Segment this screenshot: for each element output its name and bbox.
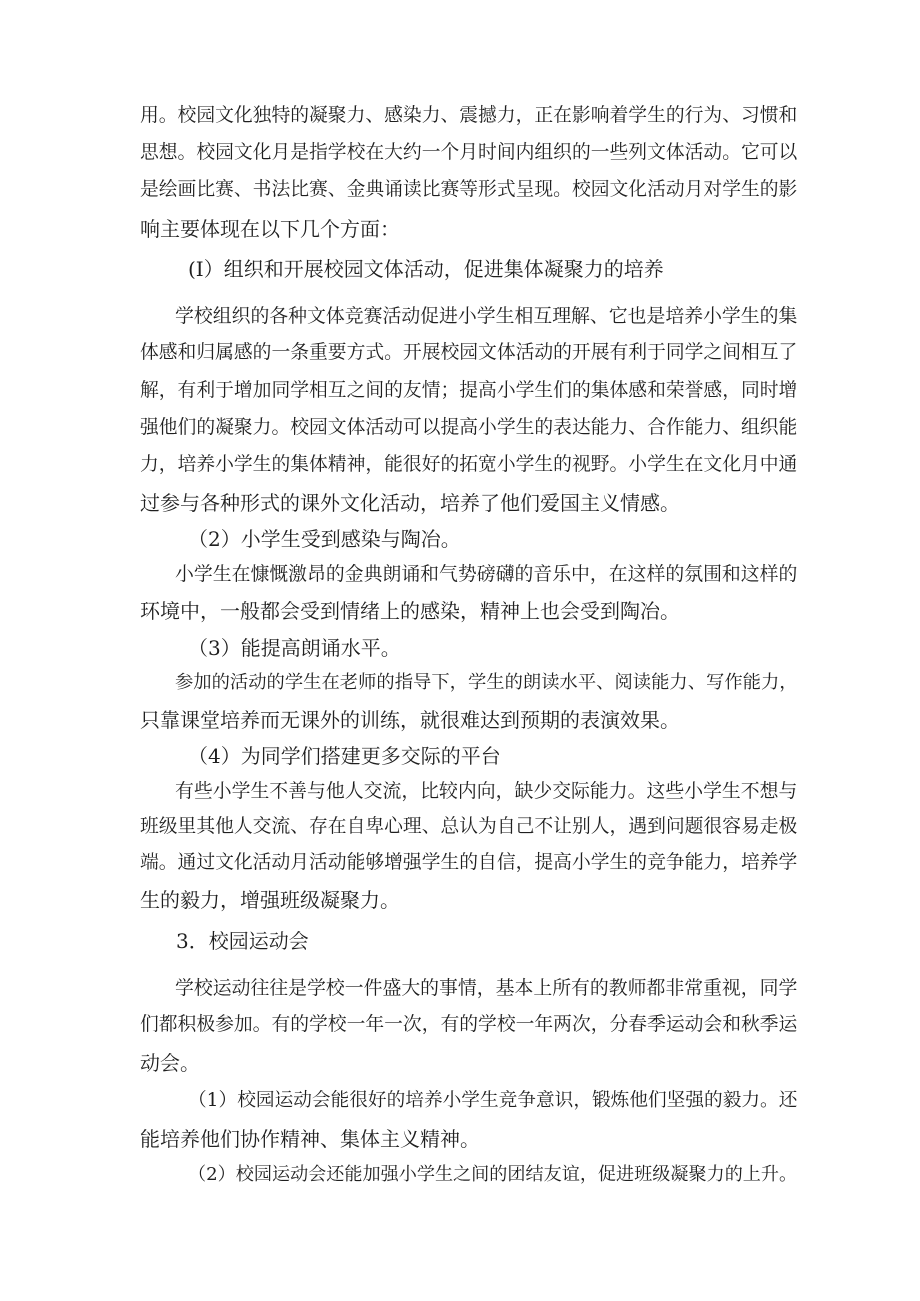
text-line: 端。通过文化活动月活动能够增强学生的自信，提高小学生的竞争能力，培养学: [140, 852, 798, 873]
section-heading: 3．校园运动会: [176, 929, 309, 953]
text-line: 体感和归属感的一条重要方式。开展校园文体活动的开展有利于同学之间相互了: [140, 342, 798, 363]
text-line: 过参与各种形式的课外文化活动，培养了他们爱国主义情感。: [140, 491, 680, 515]
numbered-heading: (I）组织和开展校园文体活动，促进集体凝聚力的培养: [188, 257, 664, 281]
text-line: 强他们的凝聚力。校园文体活动可以提高小学生的表达能力、合作能力、组织能: [140, 417, 798, 438]
text-line: 思想。校园文化月是指学校在大约一个月时间内组织的一些列文体活动。它可以: [140, 142, 798, 163]
text-line: 能培养他们协作精神、集体主义精神。: [140, 1127, 480, 1151]
text-line: 们都积极参加。有的学校一年一次，有的学校一年两次，分春季运动会和秋季运: [140, 1014, 798, 1035]
text-line: 参加的活动的学生在老师的指导下，学生的朗读水平、阅读能力、写作能力，: [175, 672, 798, 693]
text-line: 解，有利于增加同学相互之间的友情；提高小学生们的集体感和荣誉感，同时增: [140, 380, 798, 401]
numbered-heading: （3）能提高朗诵水平。: [188, 636, 401, 660]
text-line: 动会。: [140, 1051, 200, 1075]
text-line: 只靠课堂培养而无课外的训练，就很难达到预期的表演效果。: [140, 708, 680, 732]
text-line: 班级里其他人交流、存在自卑心理、总认为自己不让别人，遇到问题很容易走极: [140, 816, 798, 837]
text-line: 生的毅力，增强班级凝聚力。: [140, 888, 400, 912]
text-line: 响主要体现在以下几个方面：: [140, 217, 400, 241]
text-line: 用。校园文化独特的凝聚力、感染力、震撼力，正在影响着学生的行为、习惯和: [140, 105, 798, 126]
text-line: 力，培养小学生的集体精神，能很好的拓宽小学生的视野。小学生在文化月中通: [140, 454, 798, 475]
numbered-heading: （2）校园运动会还能加强小学生之间的团结友谊，促进班级凝聚力的上升。: [188, 1164, 798, 1185]
text-line: 有些小学生不善与他人交流，比较内向，缺少交际能力。这些小学生不想与: [175, 780, 798, 802]
numbered-heading: （4）为同学们搭建更多交际的平台: [188, 744, 501, 768]
text-line: 环境中，一般都会受到情绪上的感染，精神上也会受到陶冶。: [140, 599, 680, 623]
text-line: 学校组织的各种文体竞赛活动促进小学生相互理解、它也是培养小学生的集: [175, 305, 798, 327]
text-line: 学校运动往往是学校一件盛大的事情，基本上所有的教师都非常重视，同学: [175, 977, 798, 999]
numbered-heading: （2）小学生受到感染与陶冶。: [188, 527, 461, 551]
text-line: 是绘画比赛、书法比赛、金典诵读比赛等形式呈现。校园文化活动月对学生的影: [140, 179, 798, 200]
numbered-heading: （1）校园运动会能很好的培养小学生竞争意识，锻炼他们坚强的毅力。还: [188, 1090, 798, 1111]
text-line: 小学生在慷慨激昂的金典朗诵和气势磅礴的音乐中，在这样的氛围和这样的: [175, 563, 798, 585]
